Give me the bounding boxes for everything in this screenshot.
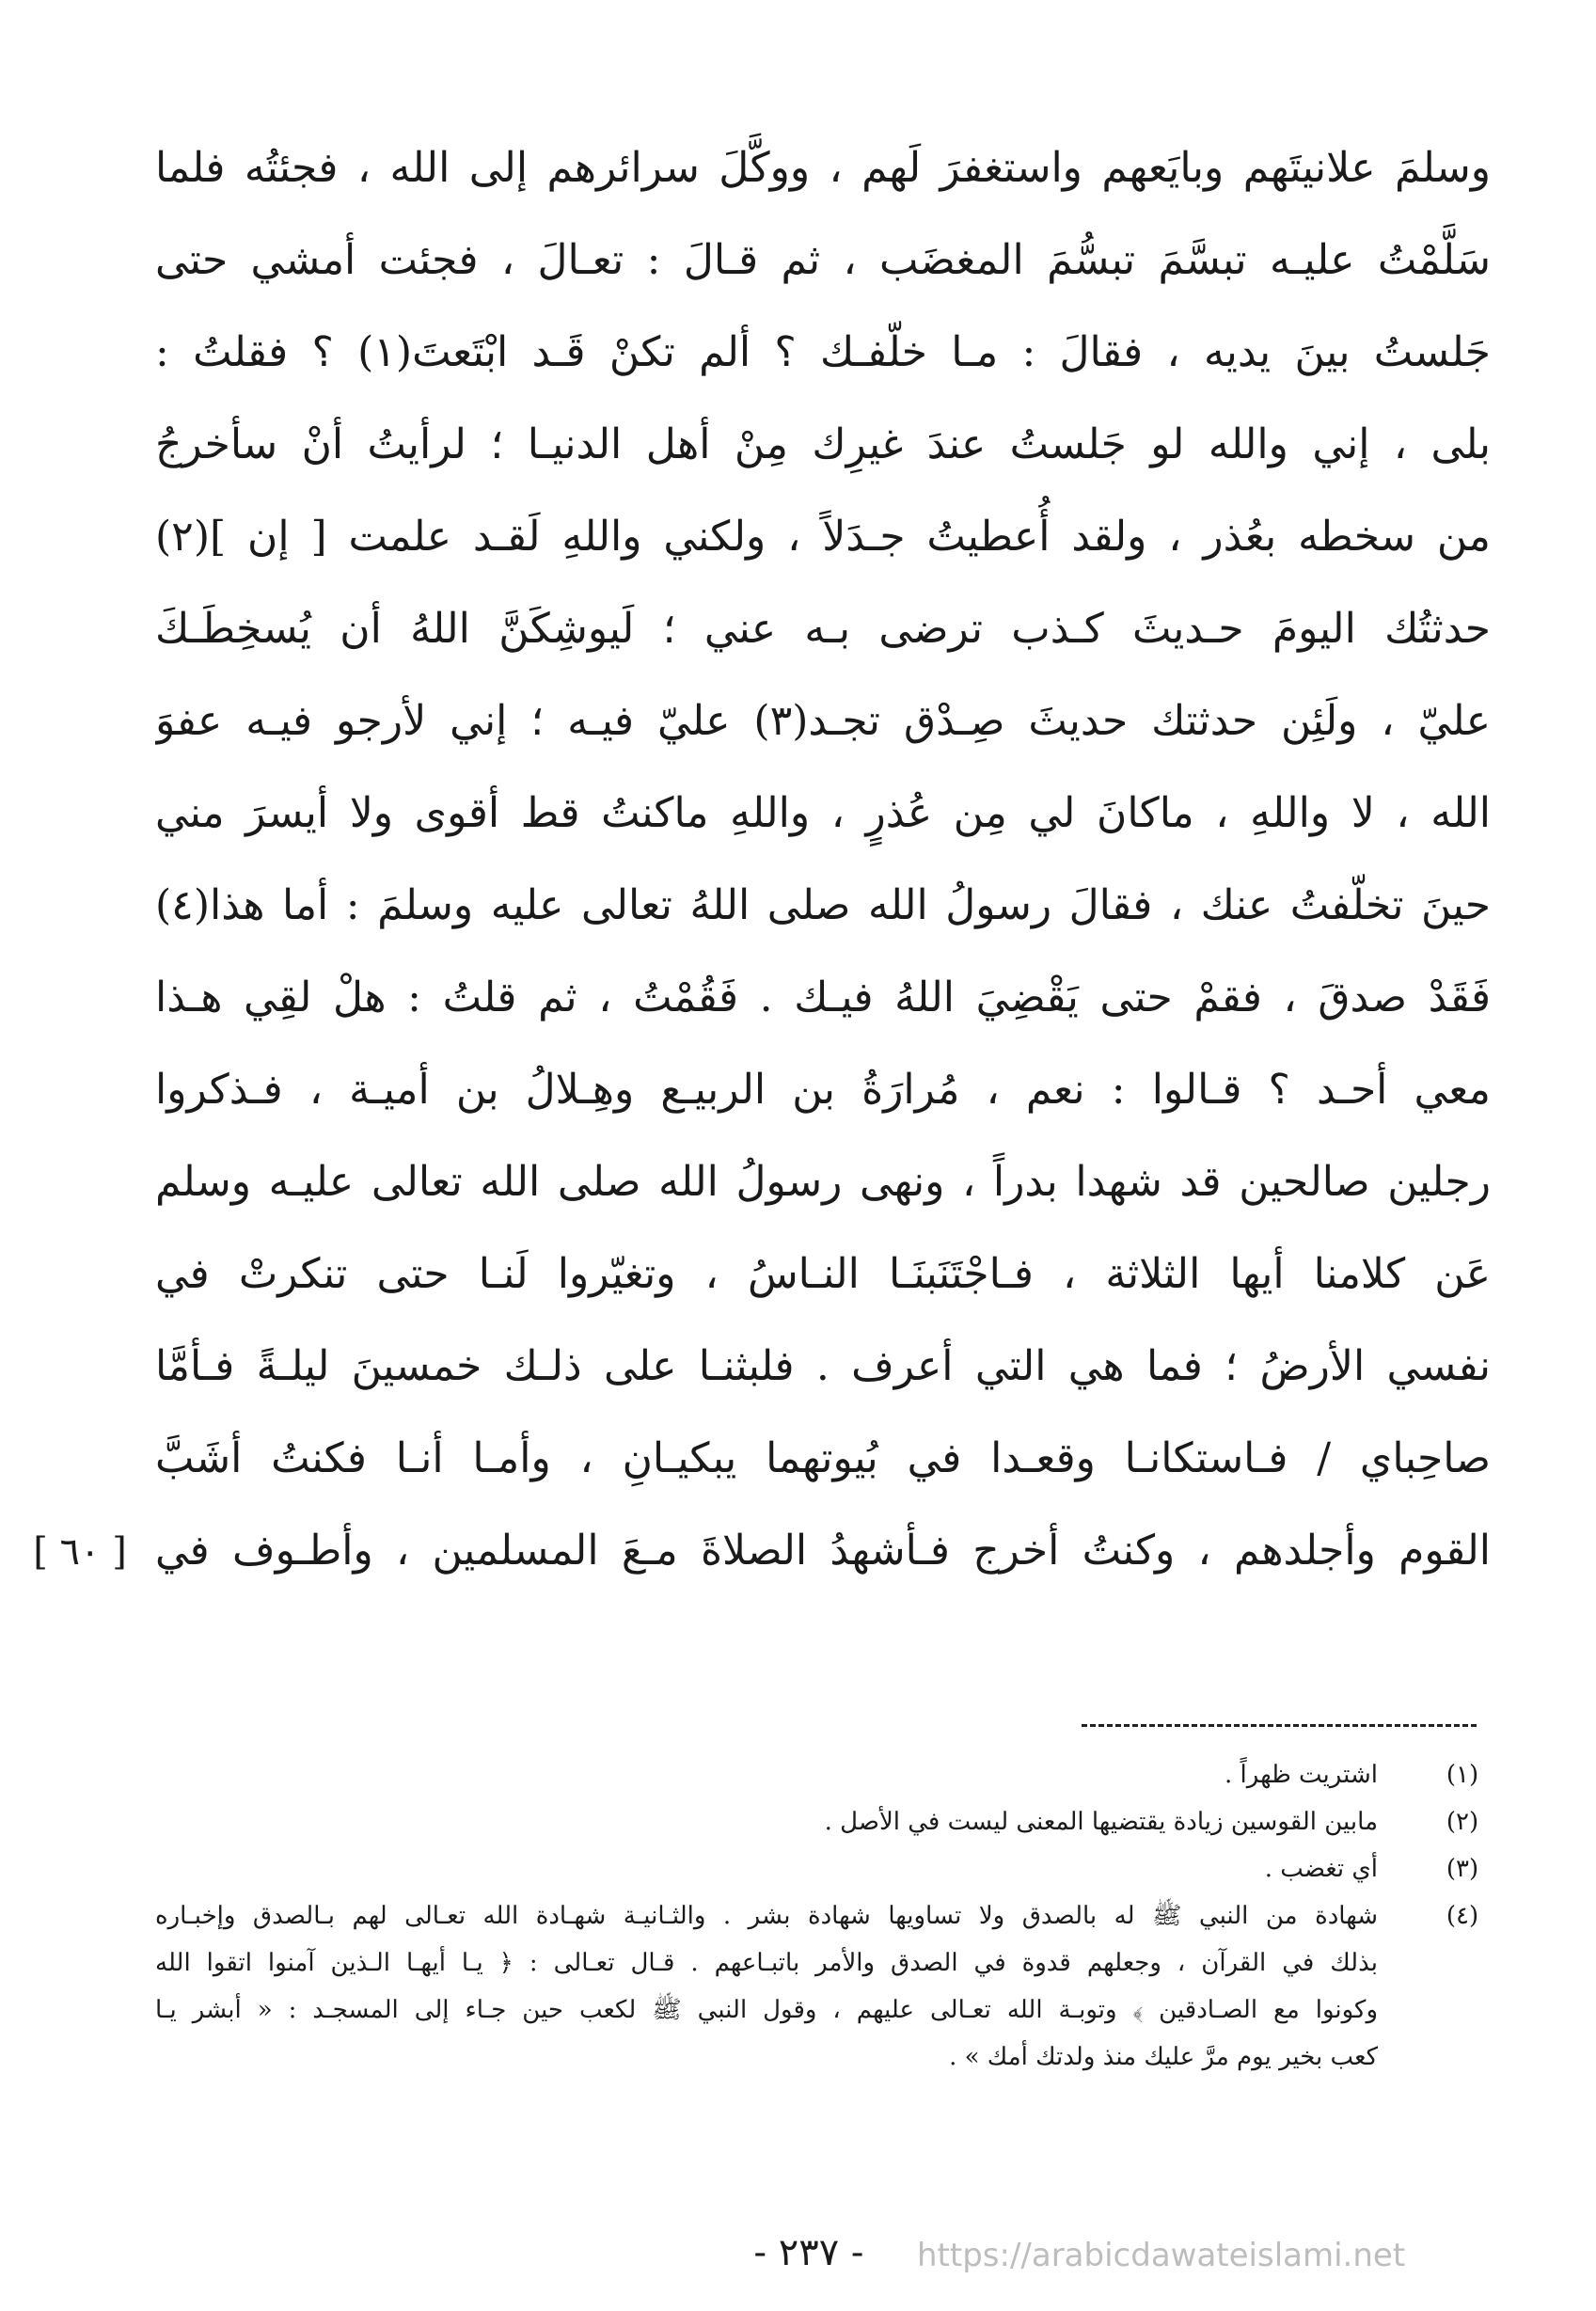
footnote-number: (٤) (1446, 1902, 1479, 1930)
watermark-url: https://arabicdawateislami.net (917, 2237, 1406, 2274)
text-line: صاحِباي / فـاستكانـا وقعـدا في بُيوتهما يبكيـانِ ، وأمـا أنـا فكنتُ أشَبَّ (155, 1434, 1491, 1482)
text-line: وسلمَ علانيتَهم وبايَعهم واستغفرَ لَهم ، ووكَّلَ سرائرهم إلى الله ، فجئتُه فلما (155, 144, 1491, 192)
footnote-line: بذلك في القرآن ، وجعلهم قدوة في الصدق والأمر باتبـاعهم . قـال تعـالى : ﴿ يـا أيهـا الـذين آمنوا اتقوا الله (155, 1949, 1378, 1977)
footnote-line: مابين القوسين زيادة يقتضيها المعنى ليست في الأصل . (824, 1808, 1378, 1836)
text-line: الله ، لا واللهِ ، ماكانَ لي مِن عُذرٍ ، واللهِ ماكنتُ قط أقوى ولا أيسرَ مني (155, 789, 1491, 837)
text-line: سَلَّمْتُ عليـه تبسَّمَ تبسُّمَ المغضَب ، ثم قـالَ : تعـالَ ، فجئت أمشي حتى (155, 236, 1491, 284)
text-line: من سخطه بعُذر ، ولقد أُعطيتُ جـدَلاً ، ولكني واللهِ لَقـد علمت [ إن ](٢) (155, 513, 1491, 561)
text-line: عليّ ، ولَئِن حدثتك حديثَ صِـدْق تجـد(٣) عليّ فيـه ؛ إني لأرجو فيـه عفوَ (155, 697, 1491, 745)
footnote-number: (١) (1446, 1761, 1479, 1789)
footnote-text (155, 1892, 1378, 2081)
text-line: حينَ تخلّفتُ عنك ، فقالَ رسولُ الله صلى اللهُ تعالى عليه وسلمَ : أما هذا(٤) (155, 881, 1491, 929)
footnote-text (155, 1751, 1378, 1798)
footnote-number: (٣) (1446, 1855, 1479, 1883)
footnote-line: شهادة من النبي ﷺ له بالصدق ولا تساويها شهادة بشر . والثـانيـة شهـادة الله تعـالى لهم بـالصدق وإخبـاره (155, 1902, 1378, 1930)
footnote-item (155, 1892, 1491, 2081)
text-line: القوم وأجلدهم ، وكنتُ أخرج فـأشهدُ الصلاةَ مـعَ المسلمين ، وأطـوف في (155, 1527, 1491, 1575)
main-text (155, 122, 1491, 1597)
footnote-divider (1082, 1724, 1477, 1727)
footnote-line: وكونوا مع الصـادقين ﴾ وتوبـة الله تعـالى عليهم ، وقول النبي ﷺ لكعب حين جـاء إلى المسجـد : « أبشر يـا (155, 1996, 1378, 2024)
footnote-text (155, 1845, 1378, 1892)
text-line: بلى ، إني والله لو جَلستُ عندَ غيرِك مِنْ أهل الدنيـا ؛ لرأيتُ أنْ سأخرجُ (155, 420, 1491, 468)
footnote-line: اشتريت ظهراً . (1224, 1761, 1378, 1789)
footnote-text (155, 1798, 1378, 1845)
footnotes (155, 1751, 1491, 2081)
text-line: عَن كلامنا أيها الثلاثة ، فـاجْتَنَبنَـا النـاسُ ، وتغيّروا لَنـا حتى تنكرتْ في (155, 1250, 1491, 1298)
page-number: - ٢٣٧ - (753, 2231, 864, 2274)
text-line: رجلين صالحين قد شهدا بدراً ، ونهى رسولُ الله صلى الله تعالى عليـه وسلم (155, 1158, 1491, 1206)
margin-reference: [ ٦٠ ] (33, 1530, 127, 1574)
text-line: نفسي الأرضُ ؛ فما هي التي أعرف . فلبثنـا على ذلـك خمسينَ ليلـةً فـأمَّا (155, 1342, 1491, 1390)
text-line: حدثتُك اليومَ حـديثَ كـذب ترضى بـه عني ؛ لَيوشِكَنَّ اللهُ أن يُسخِطَـكَ (155, 605, 1491, 653)
footnote-line: أي تغضب . (1264, 1855, 1378, 1883)
footnote-item (155, 1798, 1491, 1845)
footnote-item (155, 1751, 1491, 1798)
text-line: فَقَدْ صدقَ ، فقمْ حتى يَقْضِيَ اللهُ فيـك . فَقُمْتُ ، ثم قلتُ : هلْ لقِي هـذا (155, 973, 1491, 1021)
footnote-number: (٢) (1446, 1808, 1479, 1836)
footnote-line: كعب بخير يوم مرَّ عليك منذ ولدتك أمك » . (949, 2043, 1378, 2071)
footnote-item (155, 1845, 1491, 1892)
text-line: جَلستُ بينَ يديه ، فقالَ : مـا خلّفـك ؟ ألم تكنْ قَـد ابْتَعتَ(١) ؟ فقلتُ : (155, 328, 1491, 376)
text-line: معي أحـد ؟ قـالوا : نعم ، مُرارَةُ بن الربيـع وهِـلالُ بن أميـة ، فـذكروا (155, 1066, 1491, 1114)
